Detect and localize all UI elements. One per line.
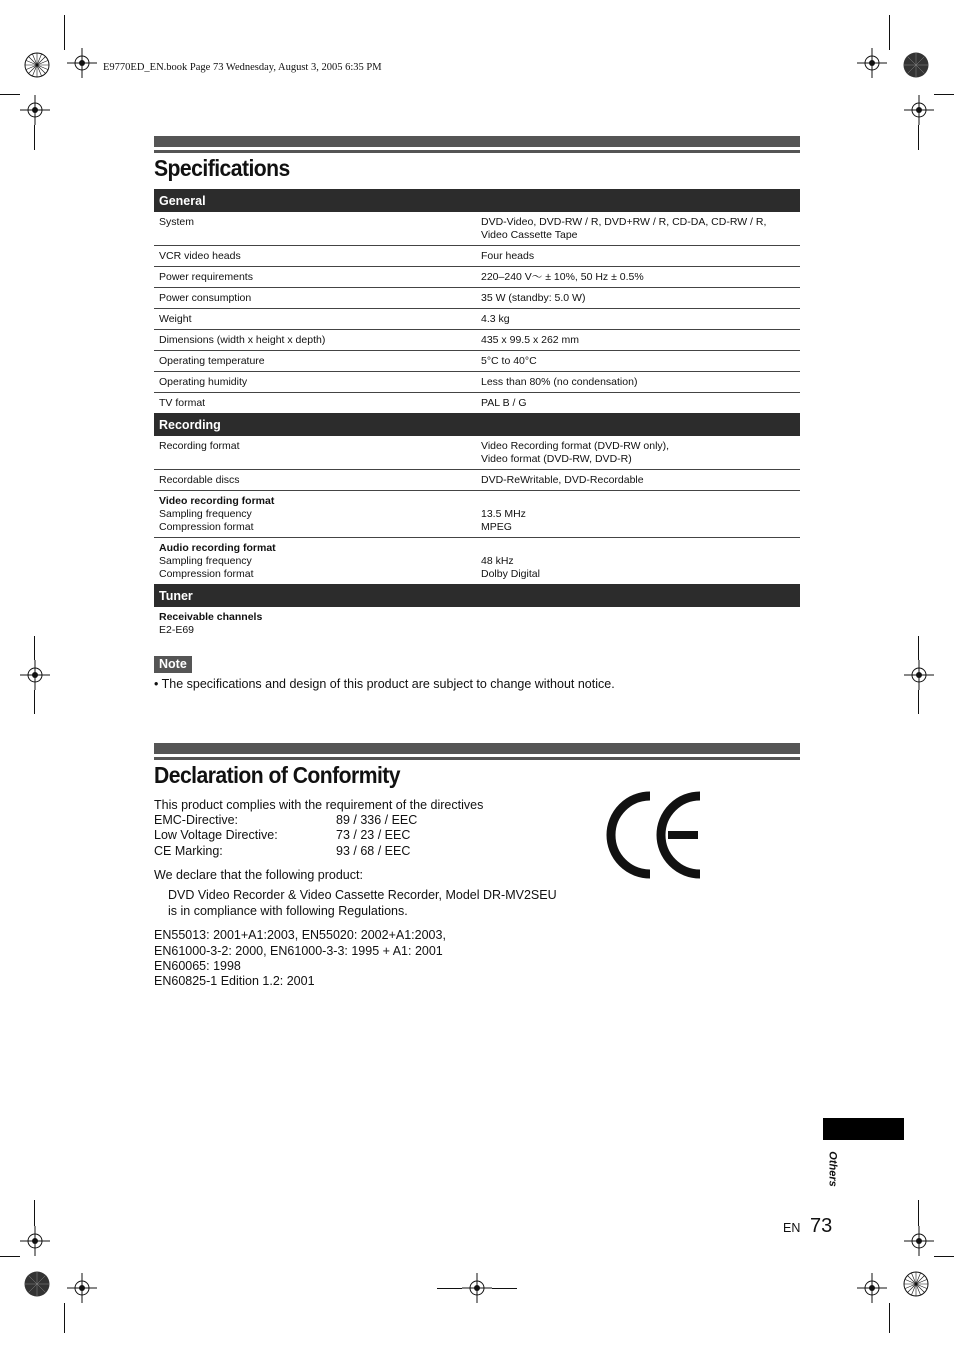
spec-label: Power requirements — [154, 267, 476, 288]
crop-line — [34, 636, 35, 660]
regulation-line: EN61000-3-2: 2000, EN61000-3-3: 1995 + A1: 2001 — [154, 944, 443, 958]
crop-line — [934, 94, 954, 95]
heading-rule — [154, 150, 800, 153]
crosshair-mark-icon — [20, 1226, 50, 1256]
table-row — [154, 212, 800, 246]
note-text: • The specifications and design of this product are subject to change without notice. — [154, 677, 615, 691]
regulation-line: EN55013: 2001+A1:2003, EN55020: 2002+A1:2003, — [154, 928, 446, 942]
product-line: is in compliance with following Regulations. — [168, 904, 408, 918]
spec-label: VCR video heads — [154, 246, 476, 267]
crosshair-mark-icon — [857, 48, 887, 78]
table-row — [154, 436, 800, 470]
directive-value: 73 / 23 / EEC — [336, 828, 411, 842]
table-row — [154, 267, 800, 288]
crop-line — [918, 125, 919, 150]
crop-line — [34, 125, 35, 150]
book-info-header: E9770ED_EN.book Page 73 Wednesday, August 3, 2005 6:35 PM — [103, 62, 382, 73]
directive-value: 93 / 68 / EEC — [336, 844, 411, 858]
specifications-title: Specifications — [154, 155, 290, 181]
crop-line — [34, 690, 35, 714]
spec-label: Operating temperature — [154, 351, 476, 372]
crosshair-mark-icon — [20, 95, 50, 125]
crop-line — [0, 1256, 20, 1257]
spec-value: 220–240 V〜 ± 10%, 50 Hz ± 0.5% — [476, 267, 800, 288]
spec-value: 48 kHz Dolby Digital — [481, 555, 540, 580]
crop-line — [889, 1303, 890, 1333]
crop-line — [934, 1256, 954, 1257]
declaration-intro: This product complies with the requirement of the directives — [154, 798, 484, 812]
crop-line — [0, 94, 20, 95]
declaration-title: Declaration of Conformity — [154, 762, 401, 788]
spec-label: Receivable channels E2-E69 — [159, 611, 263, 636]
spec-label: Video recording format Sampling frequency Compression format — [154, 491, 476, 538]
language-label: EN — [783, 1221, 801, 1235]
spec-label: Recordable discs — [154, 470, 476, 491]
section-tab — [823, 1118, 904, 1140]
table-row — [154, 288, 800, 309]
registration-rosette-icon — [903, 1271, 929, 1297]
table-row — [154, 351, 800, 372]
spec-label: Audio recording format Sampling frequency Compression format — [159, 542, 276, 580]
registration-rosette-icon — [24, 52, 50, 78]
spec-value: Four heads — [476, 246, 800, 267]
crop-line — [437, 1288, 462, 1289]
crosshair-mark-icon — [904, 660, 934, 690]
table-row — [154, 538, 800, 585]
registration-dark-rosette-icon — [903, 52, 929, 78]
product-line: DVD Video Recorder & Video Cassette Recorder, Model DR-MV2SEU — [168, 888, 557, 902]
directive-label: CE Marking: — [154, 844, 223, 858]
directive-label: Low Voltage Directive: — [154, 828, 278, 842]
spec-value: 4.3 kg — [476, 309, 800, 330]
table-row — [154, 330, 800, 351]
table-row — [154, 372, 800, 393]
declaration-statement: We declare that the following product: — [154, 868, 363, 882]
crosshair-mark-icon — [857, 1273, 887, 1303]
directive-label: EMC-Directive: — [154, 813, 239, 827]
crosshair-mark-icon — [462, 1273, 492, 1303]
crop-line — [918, 1200, 919, 1226]
spec-value — [476, 607, 800, 640]
crosshair-mark-icon — [20, 660, 50, 690]
directive-value: 89 / 336 / EEC — [336, 813, 418, 827]
crop-line — [34, 1200, 35, 1226]
table-row — [154, 607, 800, 640]
crosshair-mark-icon — [904, 1226, 934, 1256]
crosshair-mark-icon — [904, 95, 934, 125]
spec-label: Weight — [154, 309, 476, 330]
table-row — [154, 246, 800, 267]
spec-label: Dimensions (width x height x depth) — [154, 330, 476, 351]
spec-value: Video Recording format (DVD-RW only), Video format (DVD-RW, DVD-R) — [476, 436, 800, 470]
spec-label: System — [154, 212, 476, 246]
table-row — [154, 491, 800, 538]
crosshair-mark-icon — [67, 1273, 97, 1303]
crop-line — [64, 1303, 65, 1333]
table-section-header — [154, 413, 800, 436]
crop-line — [918, 636, 919, 660]
spec-label: Recording format — [154, 436, 476, 470]
specifications-table — [154, 189, 800, 640]
table-row — [154, 309, 800, 330]
spec-value: 5°C to 40°C — [476, 351, 800, 372]
table-row — [154, 470, 800, 491]
spec-value: 13.5 MHz MPEG — [476, 491, 800, 538]
spec-value: PAL B / G — [481, 397, 527, 409]
crosshair-mark-icon — [67, 48, 97, 78]
table-section-header — [154, 189, 800, 212]
section-tab-label: Others — [826, 1151, 839, 1187]
spec-value: 435 x 99.5 x 262 mm — [476, 330, 800, 351]
registration-dark-rosette-icon — [24, 1271, 50, 1297]
crop-line — [492, 1288, 517, 1289]
section-heading-general: General — [154, 189, 800, 212]
regulation-line: EN60065: 1998 — [154, 959, 241, 973]
table-section-header — [154, 584, 800, 607]
ce-mark-icon — [606, 790, 704, 880]
spec-value: Less than 80% (no condensation) — [476, 372, 800, 393]
crop-line — [918, 690, 919, 714]
spec-value: DVD-Video, DVD-RW / R, DVD+RW / R, CD-DA, CD-RW / R, Video Cassette Tape — [476, 212, 800, 246]
page-number: 73 — [810, 1215, 833, 1237]
crop-line — [64, 15, 65, 50]
section-heading-tuner: Tuner — [154, 584, 800, 607]
spec-value: 35 W (standby: 5.0 W) — [476, 288, 800, 309]
spec-label: Power consumption — [154, 288, 476, 309]
heading-rule — [154, 136, 800, 147]
crop-line — [889, 15, 890, 50]
spec-label: Operating humidity — [154, 372, 476, 393]
heading-rule — [154, 743, 800, 754]
table-row — [154, 393, 800, 414]
section-heading-recording: Recording — [154, 413, 800, 436]
spec-label: TV format — [159, 397, 206, 409]
regulation-line: EN60825-1 Edition 1.2: 2001 — [154, 974, 315, 988]
spec-value: DVD-ReWritable, DVD-Recordable — [476, 470, 800, 491]
heading-rule — [154, 757, 800, 760]
note-badge: Note — [154, 656, 192, 673]
